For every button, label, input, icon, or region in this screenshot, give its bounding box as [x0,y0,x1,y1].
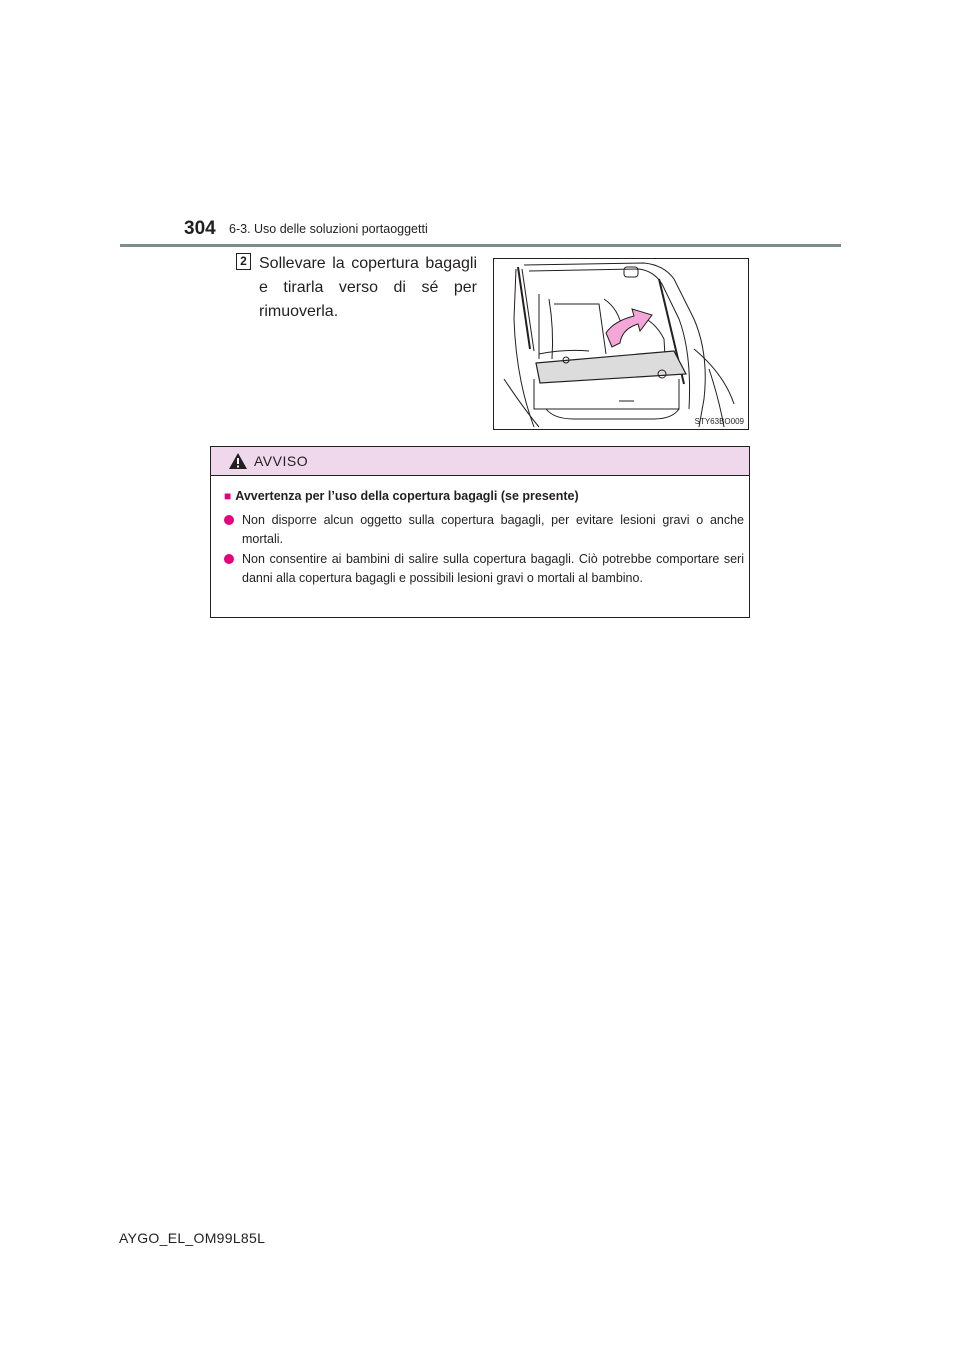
warning-heading [224,489,579,503]
figure-code: STY63BO009 [694,417,744,426]
lift-direction-arrow [606,309,652,347]
section-title: 6-3. Uso delle soluzioni portaoggetti [229,222,428,236]
warning-bullet [242,550,744,588]
step-number-badge: 2 [236,253,251,270]
luggage-cover-illustration [493,258,749,430]
square-bullet-icon: ■ [224,489,232,503]
warning-heading-text: Avvertenza per l’uso della copertura bagagli (se presente) [235,489,579,503]
bullet-dot-icon [224,515,234,525]
warning-bullet-text: Non consentire ai bambini di salire sulla copertura bagagli. Ciò potrebbe comportare seri danni alla copertura bagagli e possibili lesioni gravi o mortali al bambino. [242,552,744,585]
warning-label: AVVISO [254,453,309,469]
warning-bullet-text: Non disporre alcun oggetto sulla copertura bagagli, per evitare lesioni gravi o anche mortali. [242,513,744,546]
warning-triangle-icon [228,452,248,470]
header-divider [120,244,841,247]
page-number: 304 [184,218,216,239]
warning-box [210,446,750,618]
bullet-dot-icon [224,554,234,564]
document-code: AYGO_EL_OM99L85L [119,1230,266,1246]
warning-bullet [242,511,744,549]
warning-header [211,447,749,476]
car-trunk-drawing [494,259,748,429]
step-instruction: Sollevare la copertura bagagli e tirarla verso di sé per rimuoverla. [259,255,477,320]
